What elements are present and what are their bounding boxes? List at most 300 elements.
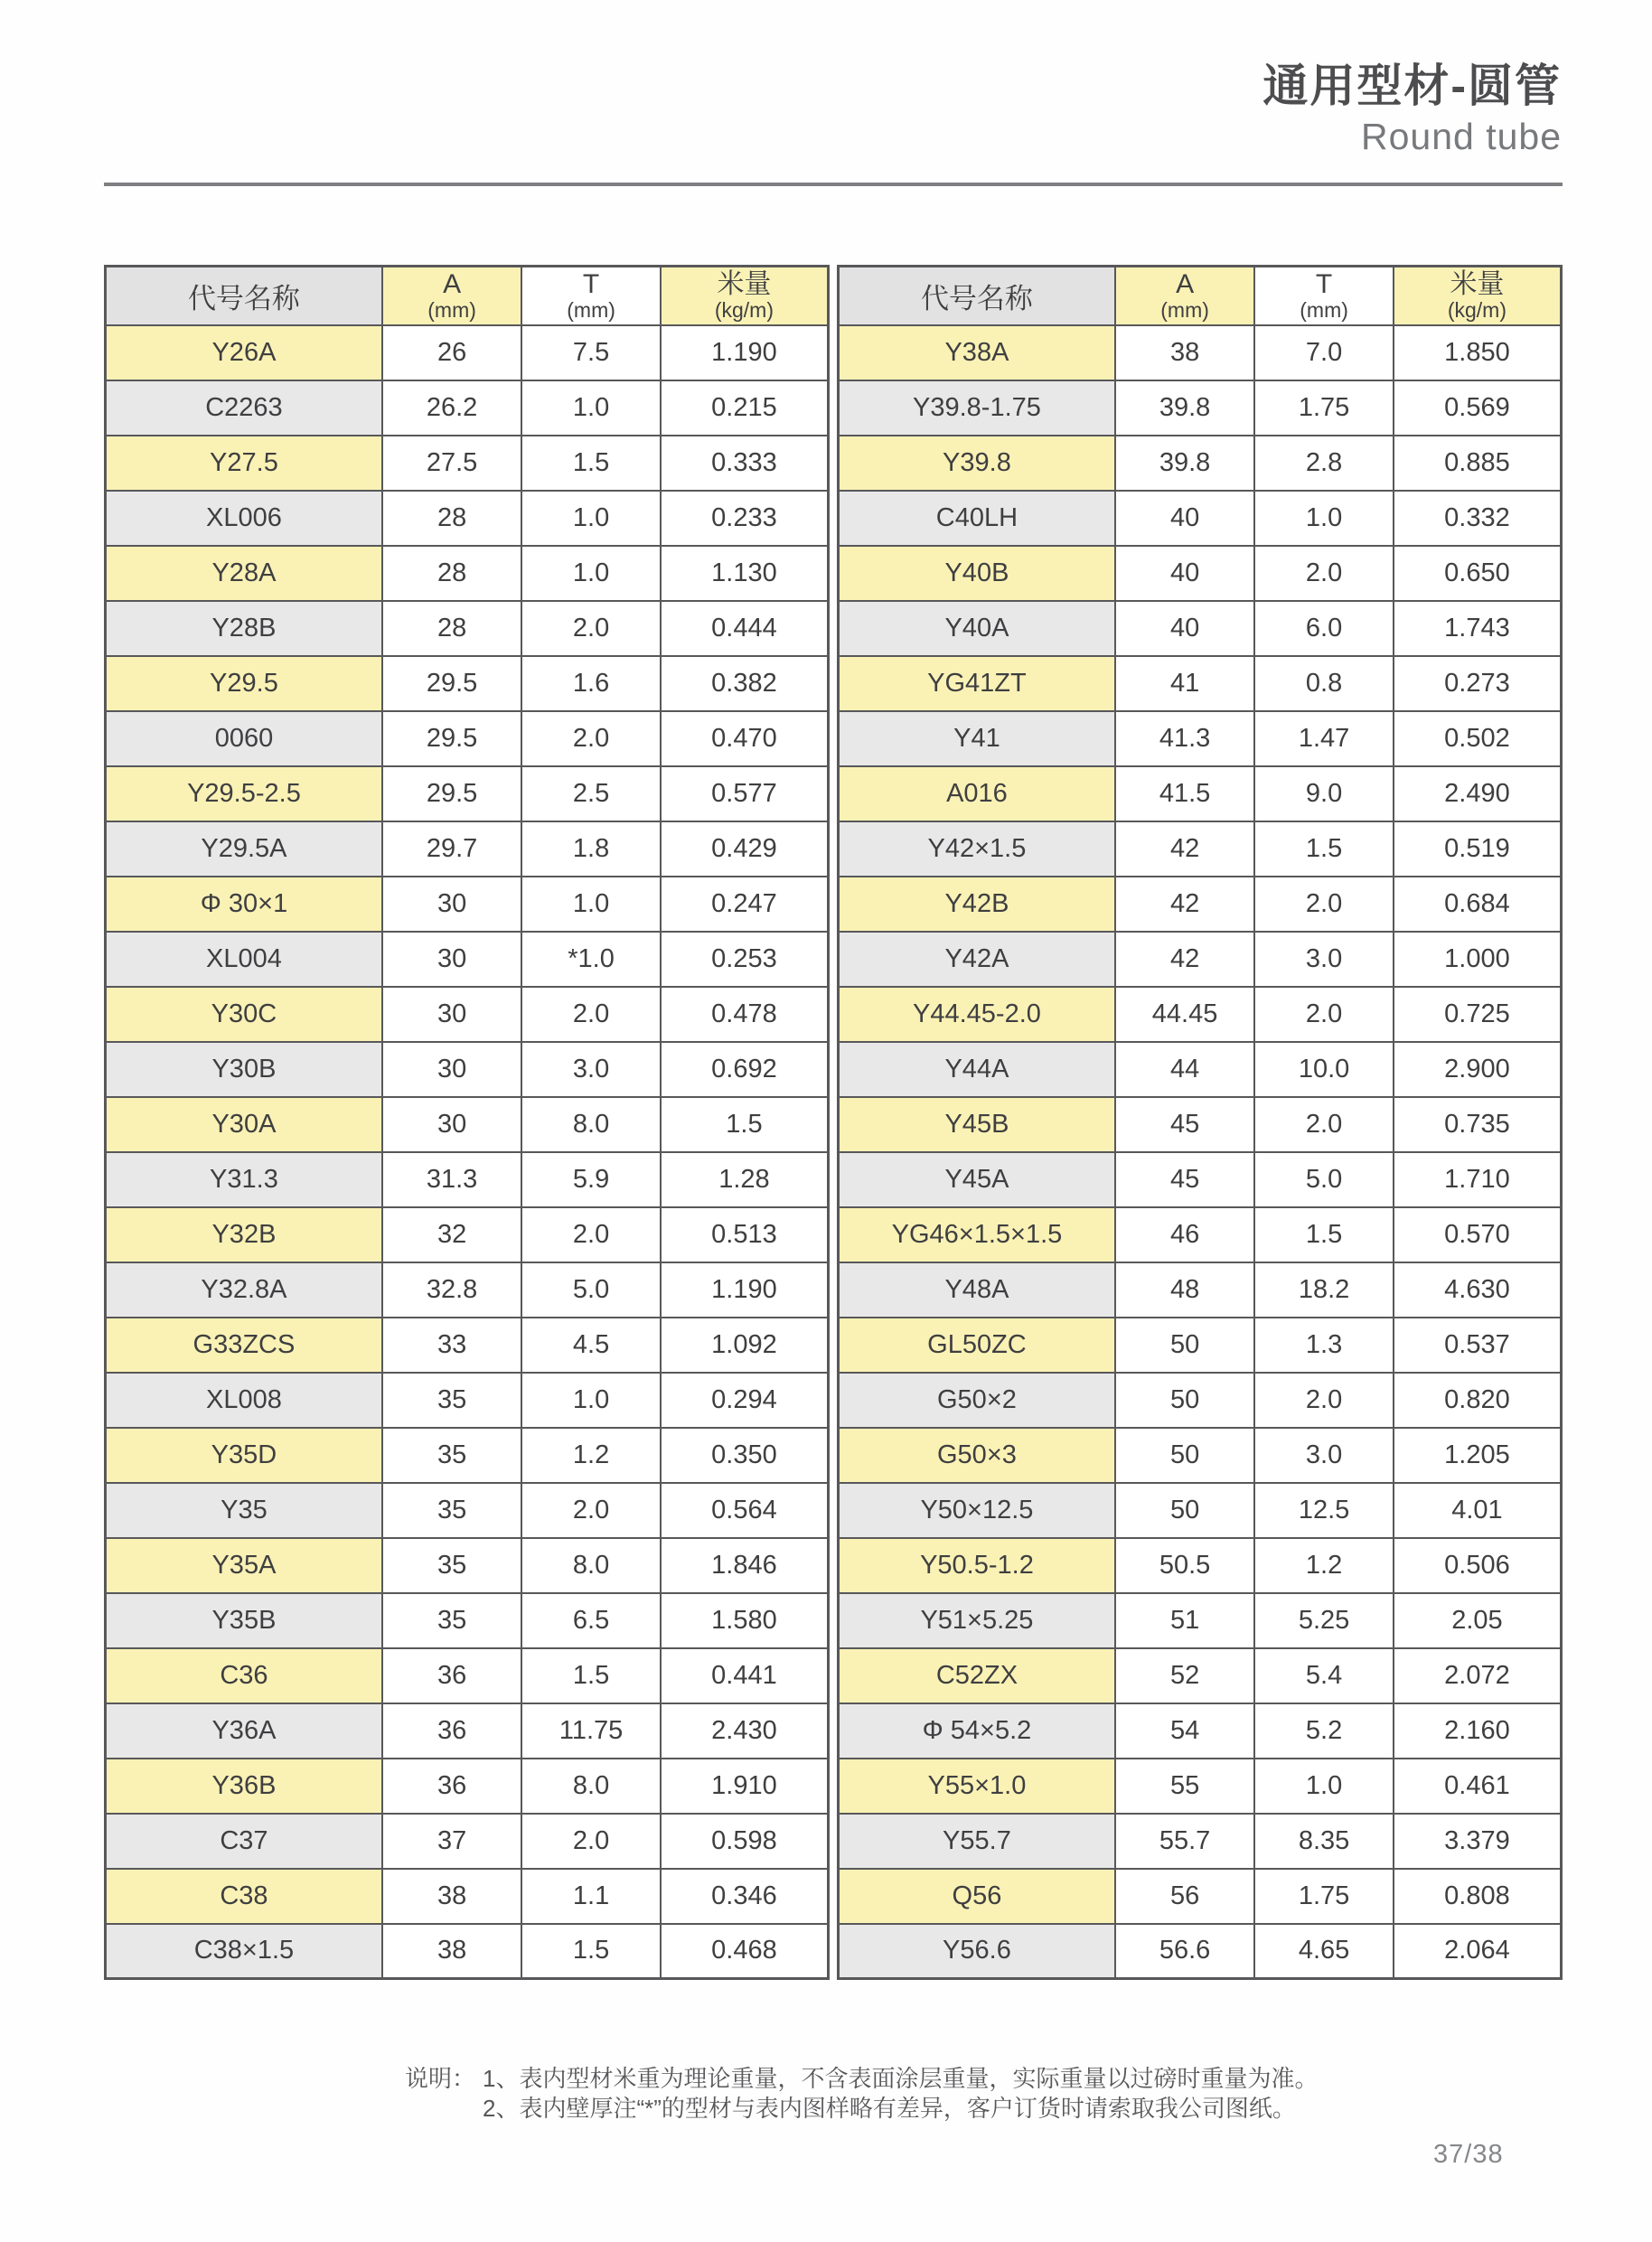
table-row — [839, 380, 1562, 436]
table-row — [839, 1428, 1562, 1483]
table-row — [839, 325, 1562, 380]
weight-value-cell: 0.570 — [1394, 1207, 1562, 1262]
header-divider — [104, 183, 1563, 186]
table-row — [839, 436, 1562, 491]
table-row — [106, 1759, 829, 1814]
header-t-unit: (mm) — [567, 297, 615, 322]
table-body-right — [839, 325, 1562, 1979]
diameter-value-cell: 36 — [382, 1759, 521, 1814]
thickness-value-cell: 2.0 — [521, 1207, 661, 1262]
header-t-mm — [1254, 267, 1394, 325]
profile-code-cell: Y40A — [839, 601, 1115, 656]
thickness-value-cell: 5.2 — [1254, 1703, 1394, 1759]
note-prefix-spacer — [405, 2094, 483, 2124]
diameter-value-cell: 28 — [382, 546, 521, 601]
thickness-value-cell: 4.5 — [521, 1318, 661, 1373]
weight-value-cell: 0.332 — [1394, 491, 1562, 546]
table-row — [106, 325, 829, 380]
profile-code-cell: C2263 — [106, 380, 382, 436]
header-weight-label: 米量 — [1450, 268, 1505, 299]
diameter-value-cell: 29.5 — [382, 656, 521, 711]
table-row — [106, 1152, 829, 1207]
thickness-value-cell: 2.0 — [521, 711, 661, 766]
spec-tables — [104, 265, 1563, 1980]
thickness-value-cell: 2.0 — [1254, 1097, 1394, 1152]
table-row — [839, 932, 1562, 987]
header-weight-per-meter — [661, 267, 829, 325]
table-row — [839, 656, 1562, 711]
thickness-value-cell: 1.0 — [521, 380, 661, 436]
table-row — [839, 546, 1562, 601]
thickness-value-cell: 5.0 — [1254, 1152, 1394, 1207]
thickness-value-cell: 2.0 — [521, 601, 661, 656]
table-row — [839, 1483, 1562, 1538]
profile-code-cell: GL50ZC — [839, 1318, 1115, 1373]
table-row — [839, 1042, 1562, 1097]
weight-value-cell: 0.350 — [661, 1428, 829, 1483]
header-weight-per-meter — [1394, 267, 1562, 325]
profile-code-cell: 0060 — [106, 711, 382, 766]
table-row — [106, 546, 829, 601]
weight-value-cell: 0.429 — [661, 821, 829, 877]
diameter-value-cell: 42 — [1115, 877, 1254, 932]
header-row — [839, 267, 1562, 325]
thickness-value-cell: 9.0 — [1254, 766, 1394, 821]
thickness-value-cell: 8.0 — [521, 1538, 661, 1593]
thickness-value-cell: 2.0 — [1254, 877, 1394, 932]
thickness-value-cell: 1.5 — [521, 1924, 661, 1979]
thickness-value-cell: 2.0 — [521, 1483, 661, 1538]
thickness-value-cell: 8.0 — [521, 1097, 661, 1152]
round-tube-table-right — [837, 265, 1563, 1980]
diameter-value-cell: 50.5 — [1115, 1538, 1254, 1593]
diameter-value-cell: 33 — [382, 1318, 521, 1373]
weight-value-cell: 1.743 — [1394, 601, 1562, 656]
diameter-value-cell: 40 — [1115, 546, 1254, 601]
table-row — [106, 821, 829, 877]
weight-value-cell: 2.160 — [1394, 1703, 1562, 1759]
weight-value-cell: 0.461 — [1394, 1759, 1562, 1814]
thickness-value-cell: 1.3 — [1254, 1318, 1394, 1373]
table-row — [839, 1703, 1562, 1759]
table-row — [106, 656, 829, 711]
diameter-value-cell: 35 — [382, 1483, 521, 1538]
profile-code-cell: Y31.3 — [106, 1152, 382, 1207]
table-row — [106, 1042, 829, 1097]
weight-value-cell: 1.190 — [661, 1262, 829, 1318]
diameter-value-cell: 35 — [382, 1428, 521, 1483]
profile-code-cell: Y39.8 — [839, 436, 1115, 491]
table-row — [839, 711, 1562, 766]
diameter-value-cell: 40 — [1115, 601, 1254, 656]
weight-value-cell: 0.513 — [661, 1207, 829, 1262]
thickness-value-cell: 1.75 — [1254, 380, 1394, 436]
profile-code-cell: XL008 — [106, 1373, 382, 1428]
table-row — [106, 1318, 829, 1373]
thickness-value-cell: 2.0 — [1254, 546, 1394, 601]
thickness-value-cell: 1.0 — [521, 546, 661, 601]
weight-value-cell: 0.382 — [661, 656, 829, 711]
table-row — [839, 1759, 1562, 1814]
weight-value-cell: 1.130 — [661, 546, 829, 601]
weight-value-cell: 3.379 — [1394, 1814, 1562, 1869]
thickness-value-cell: 2.0 — [1254, 987, 1394, 1042]
diameter-value-cell: 41 — [1115, 656, 1254, 711]
table-row — [839, 1814, 1562, 1869]
weight-value-cell: 2.430 — [661, 1703, 829, 1759]
profile-code-cell: Y35A — [106, 1538, 382, 1593]
header-a-label: A — [443, 268, 462, 299]
document-header — [1262, 60, 1562, 157]
weight-value-cell: 0.725 — [1394, 987, 1562, 1042]
thickness-value-cell: 2.5 — [521, 766, 661, 821]
profile-code-cell: Y40B — [839, 546, 1115, 601]
table-row — [106, 1593, 829, 1648]
thickness-value-cell: 0.8 — [1254, 656, 1394, 711]
weight-value-cell: 0.253 — [661, 932, 829, 987]
profile-code-cell: Y26A — [106, 325, 382, 380]
header-a-unit: (mm) — [427, 297, 476, 322]
profile-code-cell: Y28B — [106, 601, 382, 656]
diameter-value-cell: 44 — [1115, 1042, 1254, 1097]
diameter-value-cell: 27.5 — [382, 436, 521, 491]
note-line-1 — [405, 2064, 1318, 2094]
thickness-value-cell: 6.0 — [1254, 601, 1394, 656]
profile-code-cell: Y36B — [106, 1759, 382, 1814]
thickness-value-cell: *1.0 — [521, 932, 661, 987]
diameter-value-cell: 50 — [1115, 1373, 1254, 1428]
thickness-value-cell: 2.0 — [521, 1814, 661, 1869]
table-row — [106, 1703, 829, 1759]
weight-value-cell: 0.569 — [1394, 380, 1562, 436]
profile-code-cell: Φ 54×5.2 — [839, 1703, 1115, 1759]
round-tube-table-left — [104, 265, 830, 1980]
weight-value-cell: 0.470 — [661, 711, 829, 766]
table-row — [106, 1869, 829, 1924]
thickness-value-cell: 3.0 — [1254, 932, 1394, 987]
thickness-value-cell: 5.9 — [521, 1152, 661, 1207]
diameter-value-cell: 46 — [1115, 1207, 1254, 1262]
thickness-value-cell: 12.5 — [1254, 1483, 1394, 1538]
profile-code-cell: Y45A — [839, 1152, 1115, 1207]
weight-value-cell: 0.294 — [661, 1373, 829, 1428]
profile-code-cell: Y48A — [839, 1262, 1115, 1318]
thickness-value-cell: 10.0 — [1254, 1042, 1394, 1097]
table-row — [106, 1262, 829, 1318]
page-title: 通用型材-圆管 — [1262, 61, 1562, 111]
table-row — [839, 766, 1562, 821]
header-weight-unit: (kg/m) — [1447, 297, 1507, 322]
weight-value-cell: 0.233 — [661, 491, 829, 546]
profile-code-cell: G50×3 — [839, 1428, 1115, 1483]
profile-code-cell: Y55×1.0 — [839, 1759, 1115, 1814]
weight-value-cell: 0.444 — [661, 601, 829, 656]
weight-value-cell: 1.205 — [1394, 1428, 1562, 1483]
profile-code-cell: C38 — [106, 1869, 382, 1924]
thickness-value-cell: 1.47 — [1254, 711, 1394, 766]
profile-code-cell: Φ 30×1 — [106, 877, 382, 932]
weight-value-cell: 4.01 — [1394, 1483, 1562, 1538]
thickness-value-cell: 2.0 — [521, 987, 661, 1042]
table-row — [839, 1262, 1562, 1318]
thickness-value-cell: 1.0 — [1254, 1759, 1394, 1814]
thickness-value-cell: 1.0 — [521, 1373, 661, 1428]
table-row — [106, 1814, 829, 1869]
diameter-value-cell: 38 — [382, 1869, 521, 1924]
weight-value-cell: 0.684 — [1394, 877, 1562, 932]
diameter-value-cell: 36 — [382, 1648, 521, 1703]
diameter-value-cell: 28 — [382, 491, 521, 546]
table-row — [106, 987, 829, 1042]
diameter-value-cell: 26.2 — [382, 380, 521, 436]
profile-code-cell: Y29.5 — [106, 656, 382, 711]
diameter-value-cell: 56.6 — [1115, 1924, 1254, 1979]
table-row — [839, 1207, 1562, 1262]
table-row — [106, 932, 829, 987]
header-weight-unit: (kg/m) — [714, 297, 774, 322]
weight-value-cell: 1.5 — [661, 1097, 829, 1152]
diameter-value-cell: 55 — [1115, 1759, 1254, 1814]
profile-code-cell: C52ZX — [839, 1648, 1115, 1703]
diameter-value-cell: 38 — [382, 1924, 521, 1979]
diameter-value-cell: 26 — [382, 325, 521, 380]
diameter-value-cell: 45 — [1115, 1097, 1254, 1152]
profile-code-cell: Y41 — [839, 711, 1115, 766]
weight-value-cell: 0.820 — [1394, 1373, 1562, 1428]
diameter-value-cell: 30 — [382, 932, 521, 987]
diameter-value-cell: 48 — [1115, 1262, 1254, 1318]
thickness-value-cell: 3.0 — [521, 1042, 661, 1097]
diameter-value-cell: 54 — [1115, 1703, 1254, 1759]
diameter-value-cell: 39.8 — [1115, 436, 1254, 491]
weight-value-cell: 0.537 — [1394, 1318, 1562, 1373]
weight-value-cell: 0.650 — [1394, 546, 1562, 601]
table-row — [106, 877, 829, 932]
profile-code-cell: Y35B — [106, 1593, 382, 1648]
notes — [405, 2064, 1318, 2124]
diameter-value-cell: 35 — [382, 1538, 521, 1593]
table-row — [106, 436, 829, 491]
weight-value-cell: 0.577 — [661, 766, 829, 821]
diameter-value-cell: 30 — [382, 1097, 521, 1152]
table-row — [839, 821, 1562, 877]
weight-value-cell: 1.710 — [1394, 1152, 1562, 1207]
page-number: 37/38 — [1433, 2140, 1504, 2169]
weight-value-cell: 2.900 — [1394, 1042, 1562, 1097]
thickness-value-cell: 6.5 — [521, 1593, 661, 1648]
header-code-name-label: 代号名称 — [187, 282, 300, 314]
profile-code-cell: Y30A — [106, 1097, 382, 1152]
profile-code-cell: Y32.8A — [106, 1262, 382, 1318]
table-header — [106, 267, 829, 325]
diameter-value-cell: 40 — [1115, 491, 1254, 546]
profile-code-cell: Y29.5A — [106, 821, 382, 877]
table-row — [839, 1097, 1562, 1152]
thickness-value-cell: 1.5 — [1254, 821, 1394, 877]
table-row — [839, 1593, 1562, 1648]
table-row — [106, 766, 829, 821]
weight-value-cell: 1.910 — [661, 1759, 829, 1814]
thickness-value-cell: 1.2 — [1254, 1538, 1394, 1593]
diameter-value-cell: 51 — [1115, 1593, 1254, 1648]
diameter-value-cell: 31.3 — [382, 1152, 521, 1207]
profile-code-cell: C38×1.5 — [106, 1924, 382, 1979]
profile-code-cell: Y38A — [839, 325, 1115, 380]
weight-value-cell: 0.247 — [661, 877, 829, 932]
thickness-value-cell: 5.4 — [1254, 1648, 1394, 1703]
weight-value-cell: 0.333 — [661, 436, 829, 491]
diameter-value-cell: 50 — [1115, 1318, 1254, 1373]
diameter-value-cell: 39.8 — [1115, 380, 1254, 436]
weight-value-cell: 2.05 — [1394, 1593, 1562, 1648]
header-t-mm — [521, 267, 661, 325]
thickness-value-cell: 8.0 — [521, 1759, 661, 1814]
table-row — [839, 987, 1562, 1042]
profile-code-cell: Y44A — [839, 1042, 1115, 1097]
diameter-value-cell: 35 — [382, 1373, 521, 1428]
profile-code-cell: YG41ZT — [839, 656, 1115, 711]
thickness-value-cell: 1.5 — [1254, 1207, 1394, 1262]
profile-code-cell: Y44.45-2.0 — [839, 987, 1115, 1042]
table-header — [839, 267, 1562, 325]
weight-value-cell: 0.564 — [661, 1483, 829, 1538]
weight-value-cell: 1.850 — [1394, 325, 1562, 380]
profile-code-cell: YG46×1.5×1.5 — [839, 1207, 1115, 1262]
table-row — [106, 1207, 829, 1262]
profile-code-cell: Y28A — [106, 546, 382, 601]
thickness-value-cell: 2.8 — [1254, 436, 1394, 491]
weight-value-cell: 0.598 — [661, 1814, 829, 1869]
profile-code-cell: Y36A — [106, 1703, 382, 1759]
table-row — [106, 1538, 829, 1593]
header-row — [106, 267, 829, 325]
weight-value-cell: 1.092 — [661, 1318, 829, 1373]
diameter-value-cell: 42 — [1115, 932, 1254, 987]
header-t-unit: (mm) — [1300, 297, 1348, 322]
profile-code-cell: Y56.6 — [839, 1924, 1115, 1979]
diameter-value-cell: 50 — [1115, 1428, 1254, 1483]
weight-value-cell: 1.846 — [661, 1538, 829, 1593]
diameter-value-cell: 32 — [382, 1207, 521, 1262]
table-row — [839, 601, 1562, 656]
diameter-value-cell: 41.5 — [1115, 766, 1254, 821]
header-code-name — [106, 267, 382, 325]
thickness-value-cell: 2.0 — [1254, 1373, 1394, 1428]
diameter-value-cell: 38 — [1115, 325, 1254, 380]
header-t-label: T — [1315, 268, 1333, 299]
diameter-value-cell: 32.8 — [382, 1262, 521, 1318]
note-prefix: 说明： — [405, 2065, 476, 2092]
profile-code-cell: Q56 — [839, 1869, 1115, 1924]
header-code-name — [839, 267, 1115, 325]
profile-code-cell: Y42×1.5 — [839, 821, 1115, 877]
thickness-value-cell: 1.5 — [521, 436, 661, 491]
note-line-2 — [405, 2094, 1318, 2124]
table-row — [839, 1152, 1562, 1207]
thickness-value-cell: 1.0 — [521, 491, 661, 546]
weight-value-cell: 0.735 — [1394, 1097, 1562, 1152]
thickness-value-cell: 1.1 — [521, 1869, 661, 1924]
table-row — [839, 1318, 1562, 1373]
weight-value-cell: 0.273 — [1394, 656, 1562, 711]
table-row — [839, 1869, 1562, 1924]
profile-code-cell: Y32B — [106, 1207, 382, 1262]
weight-value-cell: 0.346 — [661, 1869, 829, 1924]
thickness-value-cell: 1.8 — [521, 821, 661, 877]
note-text-1: 1、表内型材米重为理论重量，不含表面涂层重量，实际重量以过磅时重量为准。 — [483, 2065, 1319, 2092]
header-a-unit: (mm) — [1160, 297, 1209, 322]
profile-code-cell: Y27.5 — [106, 436, 382, 491]
thickness-value-cell: 11.75 — [521, 1703, 661, 1759]
page-subtitle: Round tube — [1360, 116, 1562, 157]
weight-value-cell: 0.885 — [1394, 436, 1562, 491]
thickness-value-cell: 5.0 — [521, 1262, 661, 1318]
weight-value-cell: 1.190 — [661, 325, 829, 380]
table-row — [839, 491, 1562, 546]
table-row — [839, 1924, 1562, 1979]
diameter-value-cell: 30 — [382, 1042, 521, 1097]
weight-value-cell: 2.490 — [1394, 766, 1562, 821]
diameter-value-cell: 35 — [382, 1593, 521, 1648]
thickness-value-cell: 7.5 — [521, 325, 661, 380]
profile-code-cell: Y35D — [106, 1428, 382, 1483]
thickness-value-cell: 4.65 — [1254, 1924, 1394, 1979]
table-row — [839, 1538, 1562, 1593]
weight-value-cell: 0.441 — [661, 1648, 829, 1703]
thickness-value-cell: 1.5 — [521, 1648, 661, 1703]
table-row — [106, 711, 829, 766]
table-row — [106, 380, 829, 436]
weight-value-cell: 0.808 — [1394, 1869, 1562, 1924]
thickness-value-cell: 1.6 — [521, 656, 661, 711]
profile-code-cell: C36 — [106, 1648, 382, 1703]
diameter-value-cell: 50 — [1115, 1483, 1254, 1538]
thickness-value-cell: 8.35 — [1254, 1814, 1394, 1869]
weight-value-cell: 2.072 — [1394, 1648, 1562, 1703]
weight-value-cell: 0.692 — [661, 1042, 829, 1097]
weight-value-cell: 0.506 — [1394, 1538, 1562, 1593]
diameter-value-cell: 29.5 — [382, 766, 521, 821]
table-row — [106, 1483, 829, 1538]
diameter-value-cell: 52 — [1115, 1648, 1254, 1703]
profile-code-cell: C37 — [106, 1814, 382, 1869]
diameter-value-cell: 42 — [1115, 821, 1254, 877]
profile-code-cell: Y42A — [839, 932, 1115, 987]
profile-code-cell: G33ZCS — [106, 1318, 382, 1373]
weight-value-cell: 0.215 — [661, 380, 829, 436]
table-row — [106, 1648, 829, 1703]
header-t-label: T — [582, 268, 600, 299]
profile-code-cell: XL006 — [106, 491, 382, 546]
thickness-value-cell: 1.75 — [1254, 1869, 1394, 1924]
diameter-value-cell: 45 — [1115, 1152, 1254, 1207]
weight-value-cell: 1.28 — [661, 1152, 829, 1207]
profile-code-cell: Y30C — [106, 987, 382, 1042]
weight-value-cell: 4.630 — [1394, 1262, 1562, 1318]
profile-code-cell: Y45B — [839, 1097, 1115, 1152]
table-row — [106, 1924, 829, 1979]
note-text-2: 2、表内壁厚注“*”的型材与表内图样略有差异，客户订货时请索取我公司图纸。 — [483, 2095, 1296, 2122]
profile-code-cell: C40LH — [839, 491, 1115, 546]
table-row — [106, 1373, 829, 1428]
thickness-value-cell: 18.2 — [1254, 1262, 1394, 1318]
weight-value-cell: 0.468 — [661, 1924, 829, 1979]
profile-code-cell: Y55.7 — [839, 1814, 1115, 1869]
table-row — [106, 491, 829, 546]
diameter-value-cell: 37 — [382, 1814, 521, 1869]
profile-code-cell: Y29.5-2.5 — [106, 766, 382, 821]
table-row — [839, 1373, 1562, 1428]
